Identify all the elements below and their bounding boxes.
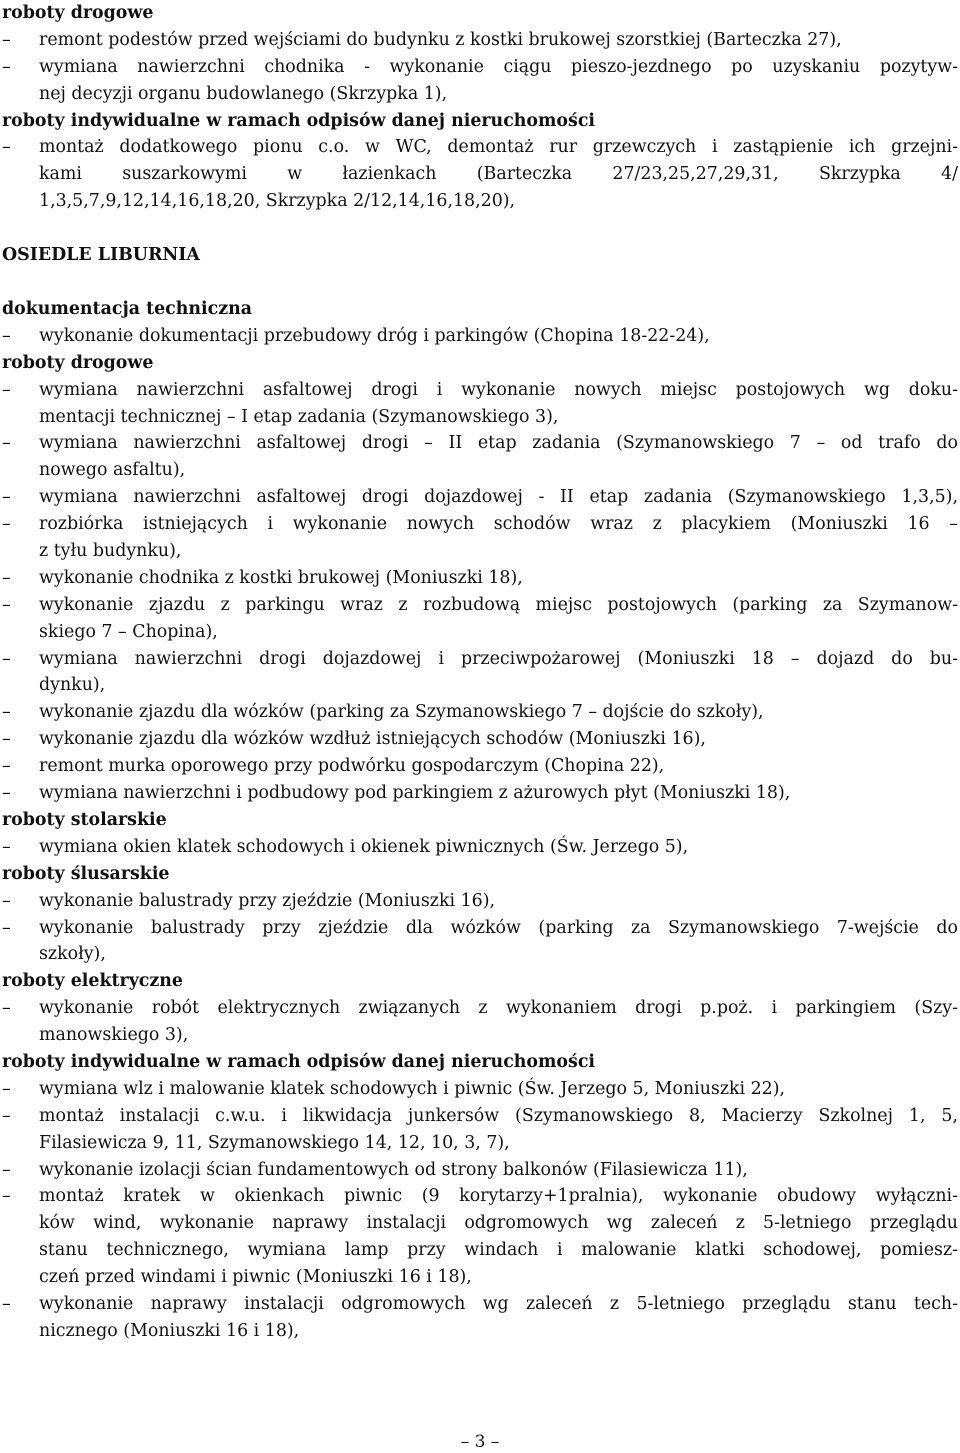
list-item — [0, 1076, 958, 1103]
item-text: kami suszarkowymi w łazienkach (Barteczka 27/23,25,27,29,31, Skrzypka 4/ — [39, 164, 958, 185]
list-item-continuation — [0, 672, 958, 699]
list-item — [0, 888, 958, 915]
list-item — [0, 592, 958, 619]
list-item — [0, 726, 958, 753]
section-heading: roboty stolarskie — [2, 809, 167, 830]
spacer — [0, 215, 958, 242]
list-item — [0, 753, 958, 780]
dash-bullet: – — [2, 29, 11, 50]
list-item — [0, 1157, 958, 1184]
section-heading: roboty drogowe — [2, 3, 154, 23]
dash-bullet: – — [2, 594, 11, 615]
list-item-continuation — [0, 538, 958, 565]
list-item — [0, 511, 958, 538]
list-item — [0, 646, 958, 673]
dash-bullet: – — [2, 836, 11, 857]
dash-bullet: – — [2, 379, 11, 400]
list-item — [0, 1103, 958, 1130]
section-heading: roboty indywidualne w ramach odpisów danej nieruchomości — [2, 1051, 596, 1072]
list-item-continuation — [0, 1130, 958, 1157]
list-item — [0, 377, 958, 404]
section-heading: roboty drogowe — [2, 352, 154, 373]
list-item — [0, 915, 958, 942]
section-heading: OSIEDLE LIBURNIA — [2, 245, 200, 266]
dash-bullet: – — [2, 514, 11, 535]
list-item — [0, 134, 958, 161]
item-text: montaż instalacji c.w.u. i likwidacja junkersów (Szymanowskiego 8, Macierzy Szkolnej 1, 5, — [39, 1105, 958, 1126]
item-text: szkoły), — [39, 944, 106, 965]
list-item-continuation — [0, 1318, 958, 1345]
dash-bullet: – — [2, 890, 11, 911]
section-heading: roboty elektryczne — [2, 971, 183, 992]
dash-bullet: – — [2, 137, 11, 158]
section-heading: roboty ślusarskie — [2, 863, 170, 884]
dash-bullet: – — [2, 487, 11, 508]
dash-bullet: – — [2, 1105, 11, 1126]
item-text: nowego asfaltu), — [39, 460, 186, 481]
item-text: czeń przed windami i piwnic (Moniuszki 16 i 18), — [39, 1267, 472, 1288]
item-text: montaż kratek w okienkach piwnic (9 korytarzy+1pralnia), wykonanie obudowy wyłączni- — [39, 1186, 958, 1207]
list-item-continuation — [0, 404, 958, 431]
item-text: wymiana nawierzchni asfaltowej drogi i wykonanie nowych miejsc postojowych wg doku- — [39, 379, 958, 400]
item-text: manowskiego 3), — [39, 1025, 189, 1046]
list-item — [0, 780, 958, 807]
list-item — [0, 834, 958, 861]
item-text: wykonanie zjazdu z parkingu wraz z rozbudową miejsc postojowych (parking za Szymanow- — [39, 594, 958, 615]
spacer — [0, 269, 958, 296]
item-text: nej decyzji organu budowlanego (Skrzypka 1), — [39, 83, 448, 104]
item-text: wykonanie zjazdu dla wózków wzdłuż istniejących schodów (Moniuszki 16), — [39, 729, 706, 750]
item-text: wykonanie naprawy instalacji odgromowych wg zaleceń z 5-letniego przeglądu stanu tech- — [39, 1293, 958, 1314]
list-item — [0, 1291, 958, 1318]
list-item-continuation — [0, 1237, 958, 1264]
item-text: 1,3,5,7,9,12,14,16,18,20, Skrzypka 2/12,14,16,18,20), — [39, 191, 516, 212]
dash-bullet: – — [2, 783, 11, 804]
list-item-continuation — [0, 619, 958, 646]
list-item — [0, 699, 958, 726]
dash-bullet: – — [2, 998, 11, 1019]
dash-bullet: – — [2, 1078, 11, 1099]
list-item-continuation — [0, 161, 958, 188]
list-item-continuation — [0, 1210, 958, 1237]
dash-bullet: – — [2, 1186, 11, 1207]
item-text: wykonanie izolacji ścian fundamentowych od strony balkonów (Filasiewicza 11), — [39, 1159, 748, 1180]
dash-bullet: – — [2, 433, 11, 454]
dash-bullet: – — [2, 756, 11, 777]
item-text: wykonanie chodnika z kostki brukowej (Moniuszki 18), — [39, 567, 523, 588]
item-text: ków wind, wykonanie naprawy instalacji odgromowych wg zaleceń z 5-letniego przeglądu — [39, 1213, 958, 1234]
section-heading: dokumentacja techniczna — [2, 299, 253, 320]
item-text: wykonanie balustrady przy zjeździe (Moniuszki 16), — [39, 890, 496, 911]
item-text: wykonanie robót elektrycznych związanych z wykonaniem drogi p.poż. i parkingiem (Szy- — [39, 998, 958, 1019]
item-text: rozbiórka istniejących i wykonanie nowych schodów wraz z placykiem (Moniuszki 16 – — [39, 514, 958, 535]
item-text: wymiana nawierzchni chodnika - wykonanie ciągu pieszo-jezdnego po uzyskaniu pozytyw- — [39, 56, 958, 77]
list-item-continuation — [0, 188, 958, 215]
item-text: wymiana nawierzchni asfaltowej drogi dojazdowej - II etap zadania (Szymanowskiego 1,3,5), — [39, 487, 958, 508]
list-item-continuation — [0, 1264, 958, 1291]
item-text: wymiana wlz i malowanie klatek schodowych i piwnic (Św. Jerzego 5, Moniuszki 22), — [39, 1078, 786, 1099]
list-item-continuation — [0, 941, 958, 968]
item-text: wykonanie balustrady przy zjeździe dla wózków (parking za Szymanowskiego 7-wejście do — [39, 917, 958, 938]
list-item-continuation — [0, 1022, 958, 1049]
dash-bullet: – — [2, 729, 11, 750]
list-item-continuation — [0, 457, 958, 484]
list-item — [0, 54, 958, 81]
list-item — [0, 1183, 958, 1210]
item-text: nicznego (Moniuszki 16 i 18), — [39, 1320, 300, 1341]
item-text: wymiana nawierzchni i podbudowy pod parkingiem z ażurowych płyt (Moniuszki 18), — [39, 783, 791, 804]
list-item — [0, 27, 958, 54]
dash-bullet: – — [2, 56, 11, 77]
list-item — [0, 995, 958, 1022]
item-text: wymiana nawierzchni asfaltowej drogi – II etap zadania (Szymanowskiego 7 – od trafo do — [39, 433, 958, 454]
item-text: wykonanie dokumentacji przebudowy dróg i parkingów (Chopina 18-22-24), — [39, 325, 710, 346]
list-item — [0, 430, 958, 457]
item-text: Filasiewicza 9, 11, Szymanowskiego 14, 12, 10, 3, 7), — [39, 1132, 510, 1153]
dash-bullet: – — [2, 567, 11, 588]
item-text: dynku), — [39, 675, 106, 696]
item-text: mentacji technicznej – I etap zadania (Szymanowskiego 3), — [39, 406, 559, 427]
item-text: skiego 7 – Chopina), — [39, 621, 218, 642]
item-text: wymiana okien klatek schodowych i okienek piwnicznych (Św. Jerzego 5), — [39, 836, 689, 857]
dash-bullet: – — [2, 325, 11, 346]
dash-bullet: – — [2, 1159, 11, 1180]
list-item — [0, 565, 958, 592]
item-text: wykonanie zjazdu dla wózków (parking za Szymanowskiego 7 – dojście do szkoły), — [39, 702, 764, 723]
list-item — [0, 323, 958, 350]
dash-bullet: – — [2, 648, 11, 669]
section-heading: roboty indywidualne w ramach odpisów danej nieruchomości — [2, 110, 596, 131]
list-item-continuation — [0, 81, 958, 108]
page-number: – 3 – — [460, 1432, 500, 1452]
item-text: remont podestów przed wejściami do budynku z kostki brukowej szorstkiej (Barteczka 27), — [39, 29, 842, 50]
item-text: stanu technicznego, wymiana lamp przy windach i malowanie klatki schodowej, pomiesz- — [39, 1240, 958, 1261]
dash-bullet: – — [2, 1293, 11, 1314]
dash-bullet: – — [2, 917, 11, 938]
dash-bullet: – — [2, 702, 11, 723]
item-text: wymiana nawierzchni drogi dojazdowej i przeciwpożarowej (Moniuszki 18 – dojazd do bu- — [39, 648, 958, 669]
list-item — [0, 484, 958, 511]
item-text: z tyłu budynku), — [39, 541, 182, 562]
item-text: montaż dodatkowego pionu c.o. w WC, demontaż rur grzewczych i zastąpienie ich grzejni- — [39, 137, 958, 158]
item-text: remont murka oporowego przy podwórku gospodarczym (Chopina 22), — [39, 756, 665, 777]
